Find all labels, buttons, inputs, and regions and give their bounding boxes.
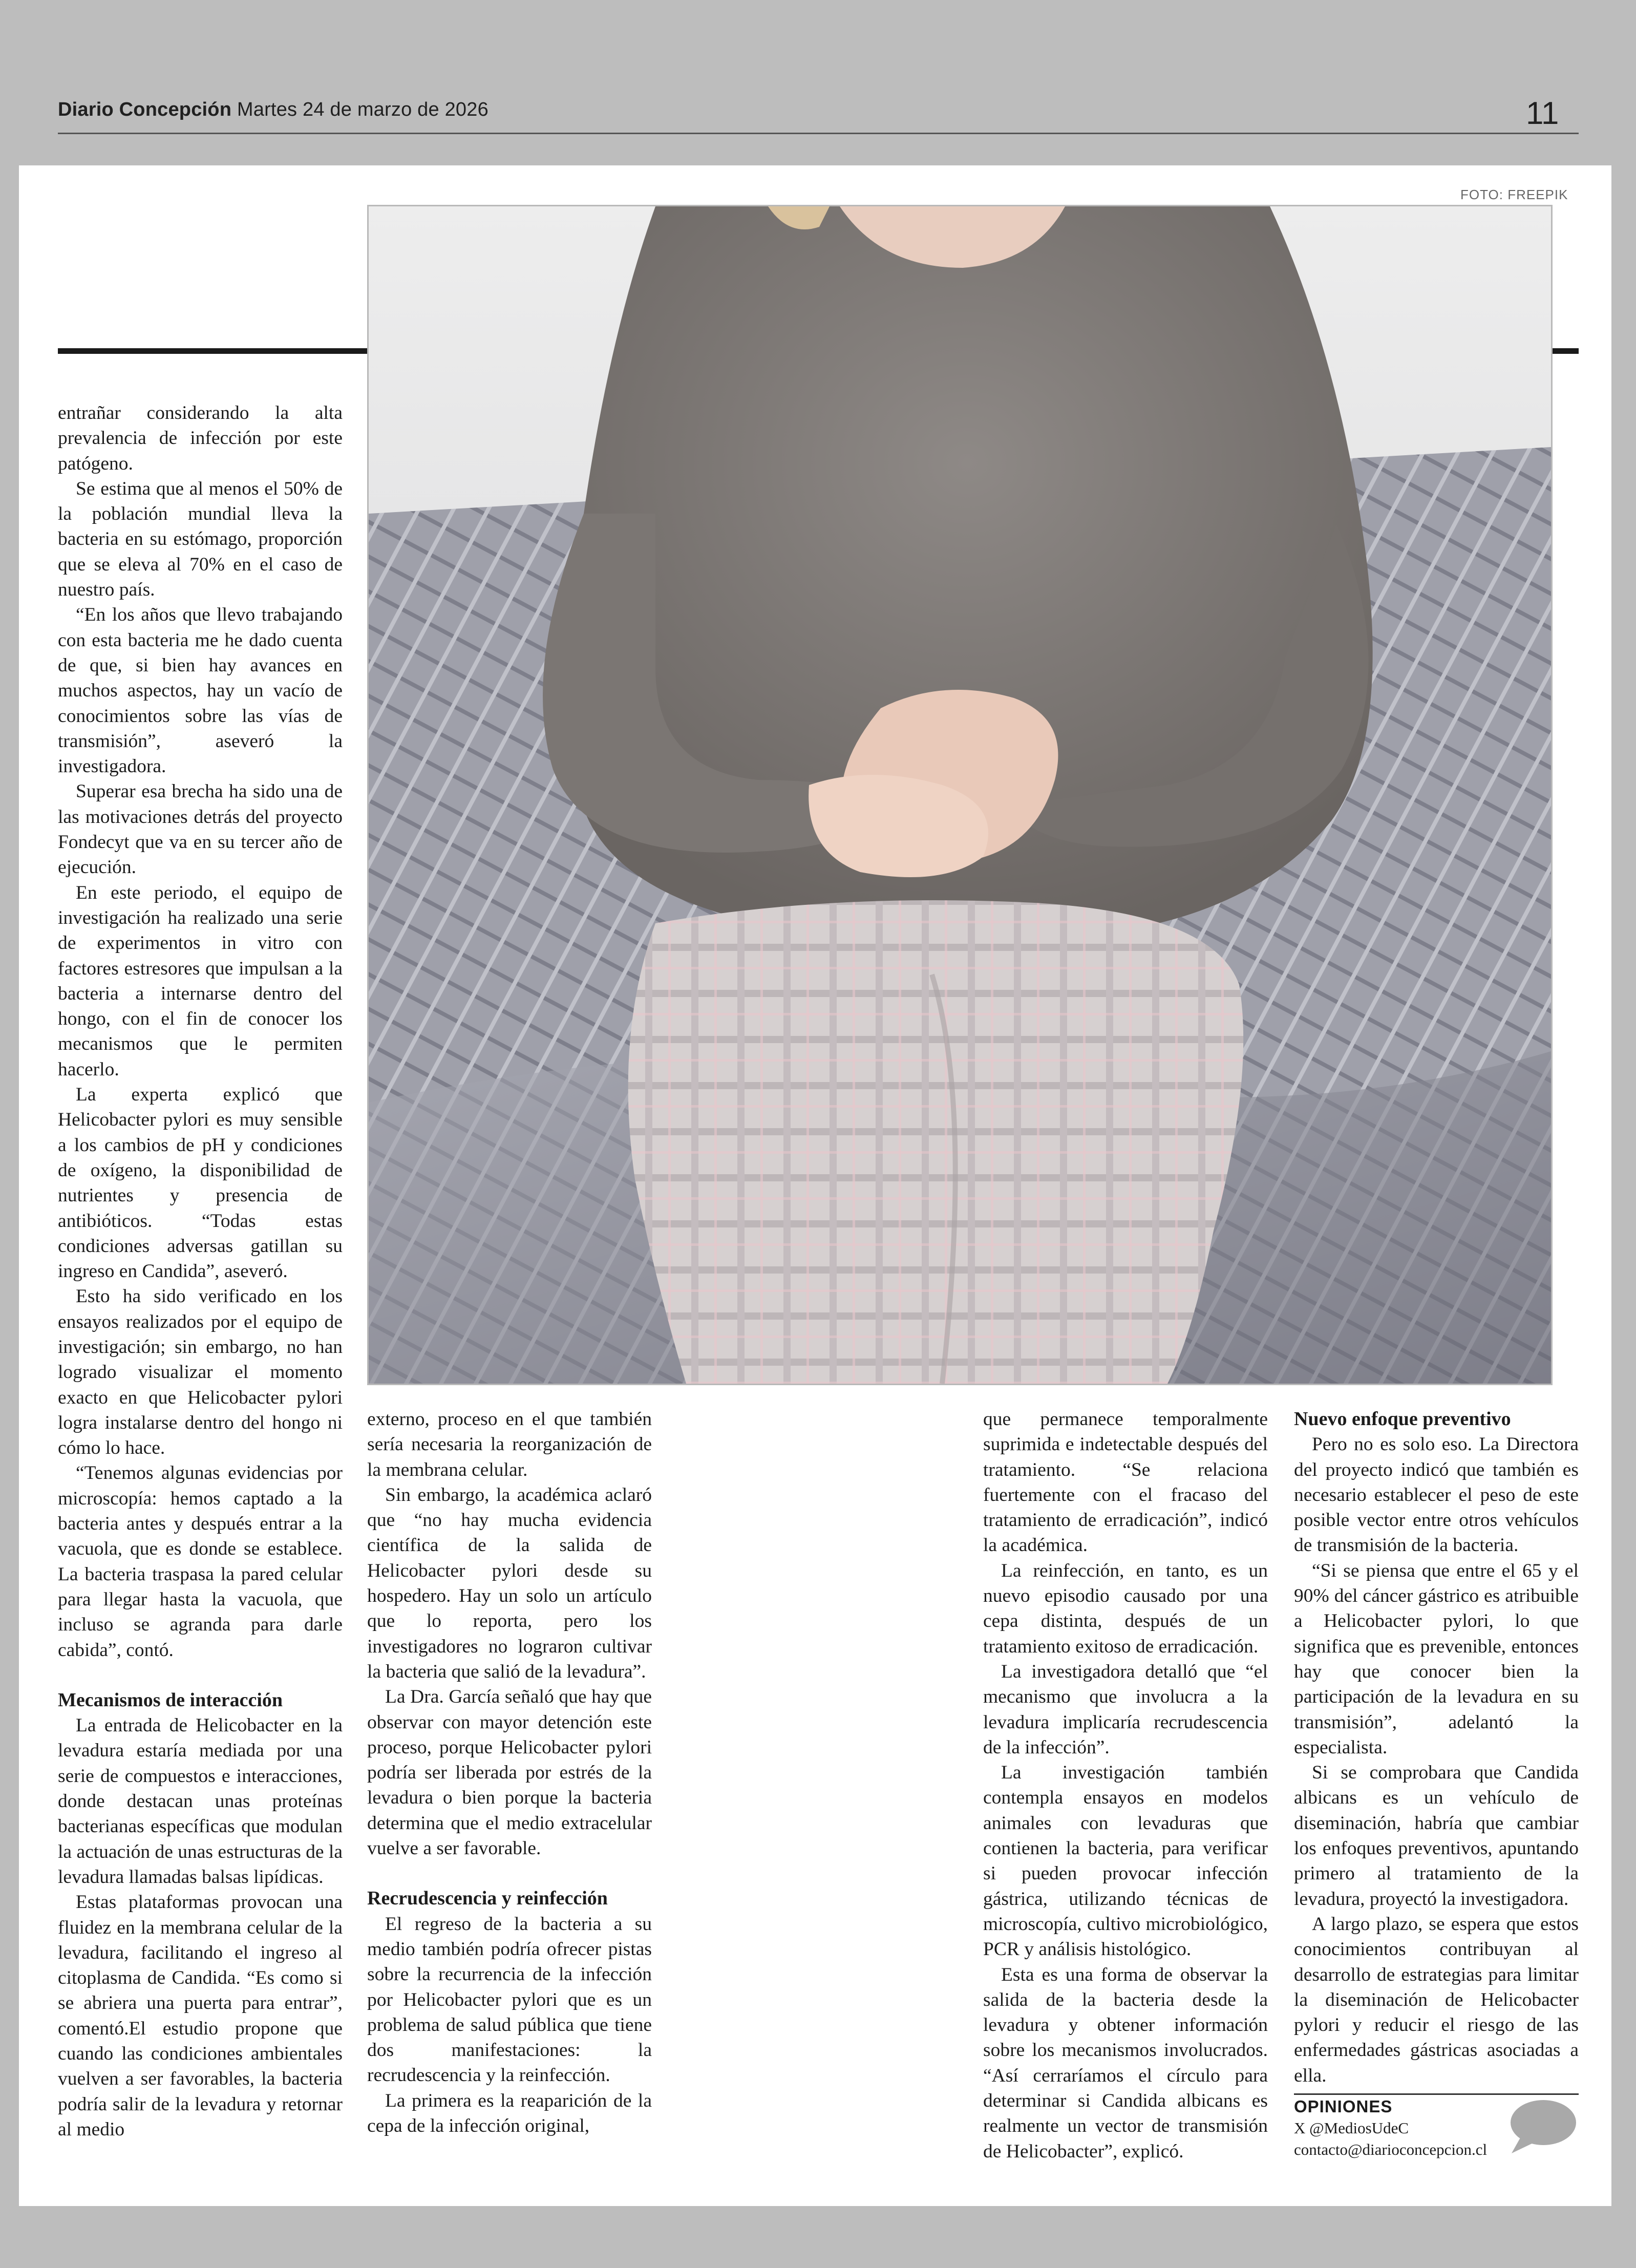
header-divider	[58, 133, 1579, 134]
article-photo	[367, 205, 1553, 1385]
paragraph: A largo plazo, se espera que estos conocimientos contribuyan al desarrollo de estrategias para limitar la diseminación de Helicobacter pylori y reducir el riesgo de las enfermedades gástricas asociadas a ella.	[1294, 1913, 1579, 2086]
section-bar-right	[1552, 348, 1579, 354]
article-column-3	[983, 1407, 1268, 2164]
section-heading: Mecanismos de interacción	[58, 1689, 283, 1711]
paragraph: Sin embargo, la académica aclaró que “no hay mucha evidencia científica de la salida de Helicobacter pylori desde su hospedero. Hay un solo un artículo que lo reporta, pero los investigadores no lograron cultivar la bacteria que salió de la levadura”.	[367, 1484, 652, 1682]
article-column-1	[58, 400, 343, 2142]
opiniones-email[interactable]: contacto@diarioconcepcion.cl	[1294, 2140, 1488, 2158]
paragraph: Se estima que al menos el 50% de la población mundial lleva la bacteria en su estómago, proporción que se eleva al 70% en el caso de nuestro país.	[58, 478, 343, 601]
paragraph: En este periodo, el equipo de investigación ha realizado una serie de experimentos in vitro con factores estresores que impulsan a la bacteria a internarse dentro del hongo, con el fin de conocer los mecanismos que le permiten hacerlo.	[58, 882, 343, 1080]
paragraph: entrañar considerando la alta prevalencia de infección por este patógeno.	[58, 402, 343, 474]
woman-holding-stomach-illustration	[369, 206, 1551, 1384]
article-column-2	[367, 1407, 652, 2138]
paragraph: La investigación también contempla ensayos en modelos animales con levaduras que contienen la bacteria, para verificar si pueden provocar infección gástrica, utilizando técnicas de microscopía, cultivo microbiológico, PCR y análisis histológico.	[983, 1762, 1268, 1960]
paragraph: Esto ha sido verificado en los ensayos realizados por el equipo de investigación; sin embargo, no han logrado visualizar el momento exacto en que Helicobacter pylori logra instalarse dentro del hongo ni cómo lo hace.	[58, 1286, 343, 1459]
paragraph: La primera es la reaparición de la cepa de la infección original,	[367, 2090, 652, 2137]
paragraph: “Si se piensa que entre el 65 y el 90% del cáncer gástrico es atribuible a Helicobacter pylori, lo que significa que es prevenible, entonces hay que conocer bien la participación de la levadura en su transmisión”, adelantó la especialista.	[1294, 1560, 1579, 1758]
paragraph: Pero no es solo eso. La Directora del proyecto indicó que también es necesario establecer el peso de este posible vector entre otros vehículos de transmisión de la bacteria.	[1294, 1434, 1579, 1556]
opiniones-divider	[1294, 2093, 1579, 2095]
page-number: 11	[1526, 96, 1559, 131]
publication-name: Diario Concepción	[58, 99, 232, 120]
paragraph: Esta es una forma de observar la salida de la bacteria desde la levadura y obtener información sobre los mecanismos involucrados. “Así cerraríamos el círculo para determinar si Candida albicans es realmente un vector de transmisión de Helicobacter”, explicó.	[983, 1964, 1268, 2162]
paragraph: “En los años que llevo trabajando con esta bacteria me he dado cuenta de que, si bien hay avances en muchos aspectos, hay un vacío de conocimientos sobre las vías de transmisión”, aseveró la investigadora.	[58, 604, 343, 777]
opiniones-social-handle[interactable]: X @MediosUdeC	[1294, 2119, 1409, 2137]
paragraph: El regreso de la bacteria a su medio también podría ofrecer pistas sobre la recurrencia de la infección por Helicobacter pylori que es un problema de salud pública que tiene dos manifestaciones: la recrudescencia y la reinfección.	[367, 1913, 652, 2086]
page-header	[58, 99, 488, 121]
section-heading: Recrudescencia y reinfección	[367, 1888, 608, 1910]
paragraph: La investigadora detalló que “el mecanismo que involucra a la levadura implicaría recrudescencia de la infección”.	[983, 1661, 1268, 1758]
section-bar-left	[58, 348, 368, 354]
paragraph: La entrada de Helicobacter en la levadura estaría mediada por una serie de compuestos e interacciones, donde destacan unas proteínas bacterianas específicas que modulan la actuación de unas estructuras de la levadura llamadas balsas lipídicas.	[58, 1715, 343, 1888]
paragraph: Estas plataformas provocan una fluidez en la membrana celular de la levadura, facilitando el ingreso al citoplasma de Candida. “Es como si se abriera una puerta para entrar”, comentó.El estudio propone que cuando las condiciones ambientales vuelven a ser favorables, la bacteria podría salir de la levadura y retornar al medio	[58, 1892, 343, 2140]
paragraph: “Tenemos algunas evidencias por microscopía: hemos captado a la bacteria antes y después entrar a la vacuola, que es donde se establece. La bacteria traspasa la pared celular para llegar hasta la vacuola, que incluso se agranda para darle cabida”, contó.	[58, 1462, 343, 1661]
paragraph: Superar esa brecha ha sido una de las motivaciones detrás del proyecto Fondecyt que va en su tercer año de ejecución.	[58, 781, 343, 878]
paragraph: Si se comprobara que Candida albicans es un vehículo de diseminación, habría que cambiar los enfoques preventivos, apuntando primero al tratamiento de la levadura, proyectó la investigadora.	[1294, 1762, 1579, 1910]
paragraph: La experta explicó que Helicobacter pylori es muy sensible a los cambios de pH y condiciones de oxígeno, la disponibilidad de nutrientes y presencia de antibióticos. “Todas estas condiciones adversas gatillan su ingreso en Candida”, aseveró.	[58, 1084, 343, 1282]
paragraph: La Dra. García señaló que hay que observar con mayor detención este proceso, porque Helicobacter pylori podría ser liberada por estrés de la levadura o bien porque la bacteria determina que el medio extracelular vuelve a ser favorable.	[367, 1686, 652, 1859]
photo-credit: FOTO: FREEPIK	[1460, 187, 1568, 202]
publication-date: Martes 24 de marzo de 2026	[237, 99, 488, 120]
chat-bubble-icon	[1505, 2096, 1577, 2157]
paragraph: que permanece temporalmente suprimida e indetectable después del tratamiento. “Se relaciona fuertemente con el fracaso del tratamiento de erradicación”, indicó la académica.	[983, 1409, 1268, 1556]
paragraph: externo, proceso en el que también sería necesaria la reorganización de la membrana celular.	[367, 1409, 652, 1480]
opiniones-title: OPINIONES	[1294, 2097, 1393, 2116]
paragraph: La reinfección, en tanto, es un nuevo episodio causado por una cepa distinta, después de un tratamiento exitoso de erradicación.	[983, 1560, 1268, 1657]
article-column-4	[1294, 1407, 1579, 2088]
section-heading: Nuevo enfoque preventivo	[1294, 1408, 1511, 1430]
